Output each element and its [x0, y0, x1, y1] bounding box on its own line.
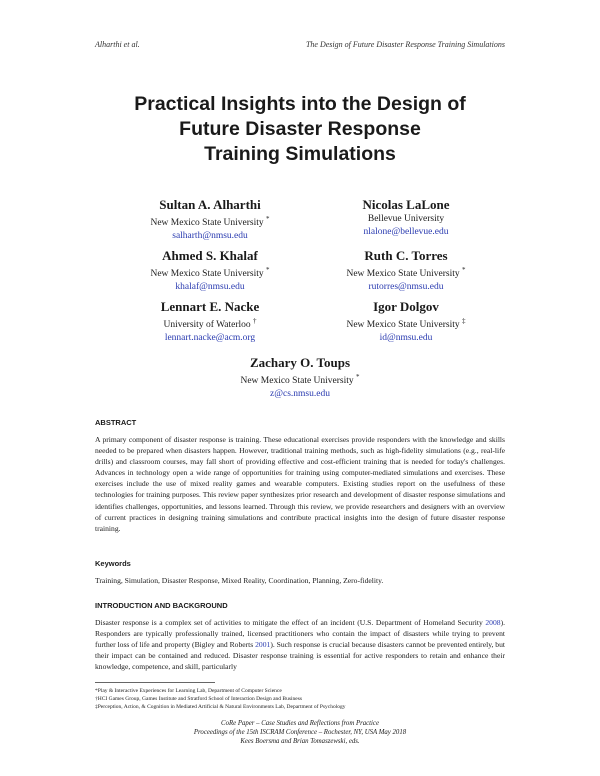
author-affiliation: New Mexico State University *: [346, 266, 466, 280]
author-email[interactable]: z@cs.nmsu.edu: [270, 389, 330, 400]
author-affiliation: New Mexico State University *: [150, 266, 270, 280]
author-block: [100, 196, 320, 243]
author-email[interactable]: id@nmsu.edu: [379, 333, 433, 344]
page-footer: [0, 719, 600, 746]
author-name: Lennart E. Nacke: [160, 299, 260, 314]
author-affiliation: New Mexico State University ‡: [346, 317, 466, 331]
author-affiliation: University of Waterloo †: [163, 317, 257, 331]
keywords-text: Training, Simulation, Disaster Response, Mixed Reality, Coordination, Planning, Zero-fidelity.: [95, 576, 384, 585]
author-email[interactable]: lennart.nacke@acm.org: [164, 333, 256, 344]
intro-heading: INTRODUCTION AND BACKGROUND: [95, 601, 228, 610]
footer-line: CoRe Paper – Case Studies and Reflections from Practice: [221, 720, 379, 727]
author-affiliation: New Mexico State University *: [240, 373, 360, 387]
citation-link[interactable]: 2008: [485, 618, 501, 627]
author-name: Ruth C. Torres: [364, 248, 448, 263]
footnote-divider: [95, 682, 215, 683]
author-block: [100, 298, 320, 345]
intro-text: Disaster response is a complex set of activities to mitigate the effect of an incident (U.S. Department of Homeland Security 2008). Responders are typically professionally trained, licensed practitioners who contain the impact of disasters while trying to prevent further loss of life and property (Bigley and Roberts 2001). Such response is crucial because disasters cannot be prevented entirely, but their impact can be contained and reduced. Disaster response training is essential for active responders to retain and enhance their knowledge, competence, and skill, particularly: [95, 618, 506, 672]
author-block: [296, 196, 516, 239]
footnote: *Play & Interactive Experiences for Learning Lab, Department of Computer Science: [95, 688, 282, 694]
footnotes: [95, 682, 505, 711]
paper-title: [0, 92, 600, 167]
running-header-authors: Alharthi et al.: [95, 40, 140, 49]
author-email[interactable]: khalaf@nmsu.edu: [175, 282, 245, 293]
author-name: Ahmed S. Khalaf: [162, 248, 258, 263]
author-name: Nicolas LaLone: [362, 197, 450, 212]
author-email[interactable]: salharth@nmsu.edu: [172, 231, 248, 242]
abstract-heading: ABSTRACT: [95, 418, 137, 427]
author-email[interactable]: rutorres@nmsu.edu: [368, 282, 444, 293]
footer-line: Kees Boersma and Brian Tomaszewski, eds.: [240, 738, 360, 745]
author-block: [190, 354, 410, 401]
author-block: [296, 298, 516, 345]
author-block: [100, 247, 320, 294]
title-line: Future Disaster Response: [179, 118, 421, 140]
title-line: Training Simulations: [204, 143, 396, 165]
author-name: Sultan A. Alharthi: [159, 197, 261, 212]
footnote: †HCI Games Group, Games Institute and Stratford School of Interaction Design and Business: [95, 696, 302, 702]
footnote: ‡Perception, Action, & Cognition in Mediated Artificial & Natural Environments Lab, Department of Psychology: [95, 704, 346, 710]
footer-line: Proceedings of the 15th ISCRAM Conference – Rochester, NY, USA May 2018: [193, 729, 407, 736]
author-affiliation: Bellevue University: [367, 214, 445, 224]
running-header-title: The Design of Future Disaster Response Training Simulations: [305, 40, 505, 49]
author-email[interactable]: nlalone@bellevue.edu: [363, 227, 449, 237]
keywords-heading: Keywords: [95, 559, 131, 568]
abstract-text: A primary component of disaster response is training. These educational exercises provide responders with the knowledge and skills needed to be prepared when disasters happen. However, traditional training methods, such as high-fidelity simulations (e.g., real-life drills) and classroom courses, may fall short of providing effective and cost-efficient training that is needed for today's challenges. Advances in technology open a wide range of opportunities for training using computer-mediated simulations and exercises. These exercises include the use of mixed reality games and wearable computers. Existing studies report on the usefulness of these technologies for training purposes. This review paper synthesizes prior research and development of disaster response simulations and identifies challenges, opportunities, and lessons learned. Through this review, we provide researchers and designers with an overview of current practices in designing training simulations and contribute practical insights into the design of future disaster response training.: [95, 435, 505, 533]
author-affiliation: New Mexico State University *: [150, 215, 270, 229]
author-block: [296, 247, 516, 294]
citation-link[interactable]: 2001: [255, 640, 271, 650]
author-name: Zachary O. Toups: [249, 355, 351, 370]
title-line: Practical Insights into the Design of: [134, 93, 466, 115]
author-name: Igor Dolgov: [373, 299, 439, 314]
